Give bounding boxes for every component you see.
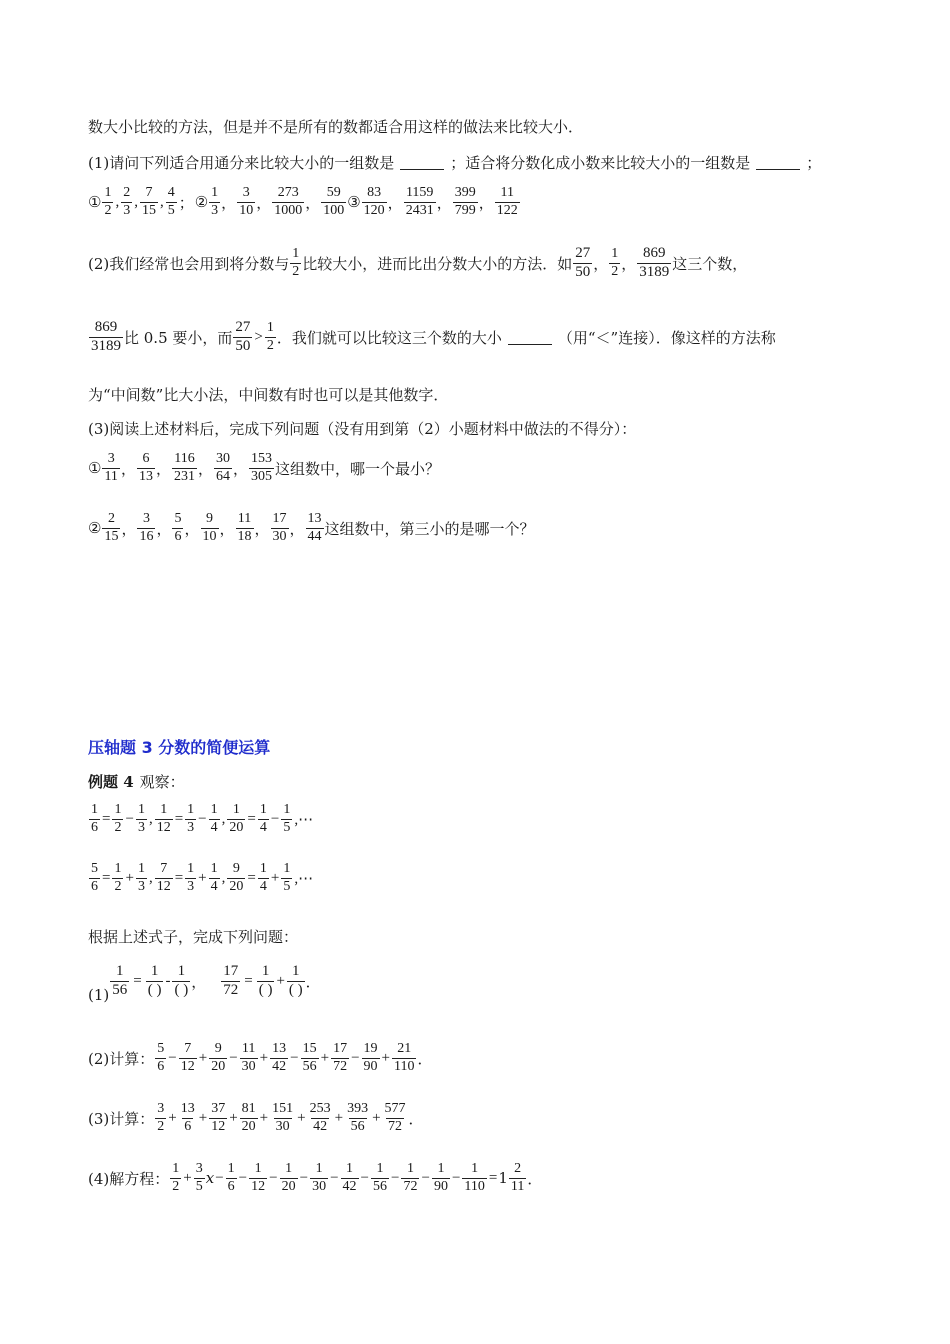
q1-label: (1)请问下列适合用通分来比较大小的一组数是 [88,154,395,172]
minus: − [451,1169,461,1186]
blank-fraction-2[interactable]: $\frac{1}{( )}$ [174,962,189,998]
operator: − [168,1049,177,1066]
sep: ， [197,459,213,478]
minus: − [421,1169,430,1186]
fraction-1-12: $\frac{1}{12}$ [156,802,171,835]
plus: + [229,1109,238,1126]
plus: + [297,1109,306,1126]
blank-fraction-3[interactable]: $\frac{1}{( )}$ [258,962,273,998]
fraction-3-5: $\frac{3}{5}$ [195,1161,203,1194]
sq4-label: (4)解方程： [88,1169,170,1188]
minus: − [238,1169,248,1186]
operator: + [198,1049,208,1066]
q2-text-e: ．我们就可以比较这三个数的大小 [276,328,502,347]
fraction-9-20: $\frac{9}{20}$ [211,1041,226,1074]
fraction-151-30: $\frac{151}{30}$ [272,1101,294,1134]
fraction-19-90: $\frac{19}{90}$ [363,1041,378,1074]
group-2-mark: ② [194,193,209,212]
sep: ， [436,193,452,212]
operator: − [229,1049,238,1066]
fraction-869-3189-b: $\frac{869}{3189}$ [91,319,121,354]
fraction-1-3: $\frac{1}{3}$ [187,861,195,894]
fraction-7-12: $\frac{7}{12}$ [180,1041,195,1074]
sep: ， [156,519,172,538]
fraction-11-122: $\frac{11}{122}$ [496,185,518,218]
mixed-number [498,1162,527,1194]
fraction-1-4: $\frac{1}{4}$ [259,802,267,835]
fraction-81-20: $\frac{81}{20}$ [241,1101,256,1134]
intro-line [88,926,890,947]
sep: ， [478,193,494,212]
minus: − [125,810,134,827]
sep: ， [256,193,272,212]
fraction-7-15: $\frac{7}{15}$ [141,185,156,218]
fraction-17-72: $\frac{17}{72}$ [223,962,239,998]
sep: ,⋯ [294,870,314,887]
answer-blank-2[interactable] [756,155,800,170]
fraction-9-20: $\frac{9}{20}$ [229,861,244,894]
fraction-13-44: $\frac{13}{44}$ [307,511,322,544]
fraction-1-4: $\frac{1}{4}$ [259,861,267,894]
fraction-7-12: $\frac{7}{12}$ [156,861,171,894]
fraction-5-6: $\frac{5}{6}$ [157,1041,165,1074]
plus: + [183,1169,192,1186]
plus: + [334,1109,344,1126]
plus: + [270,869,280,886]
fraction-half: $\frac{1}{2}$ [292,246,300,279]
group-1-mark: ① [88,193,102,212]
fraction-2-15: $\frac{2}{15}$ [104,511,119,544]
fraction-1-20: $\frac{1}{20}$ [281,1161,296,1194]
fraction-1-5: $\frac{1}{5}$ [283,861,291,894]
sep: ， [221,193,237,212]
fraction-1-12: $\frac{1}{12}$ [251,1161,266,1194]
section-q3 [88,1102,890,1134]
answer-blank-3[interactable] [508,330,552,345]
fraction-15-56: $\frac{15}{56}$ [302,1041,317,1074]
fraction-1-3: $\frac{1}{3}$ [211,185,219,218]
fraction-11-18: $\frac{11}{18}$ [237,511,252,544]
plus: + [168,1109,177,1126]
minus: − [270,810,280,827]
fraction-11-30: $\frac{11}{30}$ [241,1041,256,1074]
fraction-1-2-b: $\frac{1}{2}$ [266,320,274,353]
sep: ， [232,459,248,478]
set-1-question: 这组数中，哪一个最小？ [275,459,441,478]
minus: − [391,1169,400,1186]
operator: + [259,1049,269,1066]
sep: ； [178,195,194,212]
fraction-3-10: $\frac{3}{10}$ [239,185,254,218]
minus: − [360,1169,369,1186]
fraction-3-11: $\frac{3}{11}$ [104,451,118,484]
equals: = [247,810,256,827]
fraction-59-100: $\frac{59}{100}$ [323,185,345,218]
plus: + [372,1109,381,1126]
example-text: 观察： [139,773,185,791]
plus: + [198,1109,208,1126]
fraction-21-110: $\frac{21}{110}$ [394,1041,415,1074]
fraction-27-50-b: $\frac{27}{50}$ [235,319,251,354]
sq3-label: (3)计算： [88,1109,155,1128]
sep: ， [387,193,403,212]
set-2-mark: ② [88,519,102,538]
sep: , [115,193,120,210]
fraction-399-799: $\frac{399}{799}$ [454,185,476,218]
fraction-9-10: $\frac{9}{10}$ [202,511,217,544]
sep: , [159,193,164,210]
fraction-1-42: $\frac{1}{42}$ [342,1161,357,1194]
fraction-1159-2431: $\frac{1159}{2431}$ [405,185,434,218]
example-label: 例题 4 [88,773,134,791]
equals: = [488,1169,498,1186]
minus: − [299,1169,309,1186]
fraction-1-3: $\frac{1}{3}$ [187,802,195,835]
sep: , [148,810,153,827]
q1-groups [88,186,890,218]
q1-mid: ；适合将分数化成小数来比较大小的一组数是 [450,154,751,172]
operator: − [290,1049,299,1066]
fraction-1-3: $\frac{1}{3}$ [137,861,145,894]
sep: ， [121,519,137,538]
sep: ， [120,459,136,478]
fraction-116-231: $\frac{116}{231}$ [173,451,195,484]
fraction-1-2: $\frac{1}{2}$ [114,802,122,835]
fraction-13-42: $\frac{13}{42}$ [272,1041,287,1074]
variable-x: x [205,1169,215,1188]
period: ． [408,1109,424,1128]
fraction-83-120: $\frac{83}{120}$ [363,185,385,218]
fraction-3-16: $\frac{3}{16}$ [139,511,154,544]
fraction-30-64: $\frac{30}{64}$ [215,451,230,484]
fraction-37-12: $\frac{37}{12}$ [211,1101,226,1134]
equals: = [102,810,111,827]
sep: ,⋯ [294,811,314,828]
q3-set-1 [88,452,890,484]
operator: + [320,1049,330,1066]
minus: − [215,1169,224,1186]
question-2-line-2 [88,320,890,355]
q2-text-g: 为“中间数”比大小法，中间数有时也可以是其他数字． [88,386,449,404]
question-2-line-3 [88,384,890,405]
equals: = [174,869,184,886]
fraction-1-4: $\frac{1}{4}$ [210,802,218,835]
question-2-line-1: (2)我们经常也会用到将分数与 $\frac{1}{2}$ 比较大小，进而比出分数大小的方法．如 $\frac{27}{50}$ ， $\frac{1}{2}$ ， $\frac{869}{3189}$ 这三个数， [88,245,748,280]
section-intro: 根据上述式子，完成下列问题： [88,928,299,946]
q3-label: (3)阅读上述材料后，完成下列问题（没有用到第（2）小题材料中做法的不得分）： [88,420,637,438]
q2-text-a: (2)我们经常也会用到将分数与 [88,254,290,273]
minus: − [198,810,207,827]
sep: , [221,810,226,827]
fraction-6-13: $\frac{6}{13}$ [138,451,153,484]
equals: = [102,869,111,886]
q2-text-d: 比 0.5 要小，而 [124,328,233,347]
minus: − [330,1169,339,1186]
fraction-3-2: $\frac{3}{2}$ [157,1101,165,1134]
fraction-1-2: $\frac{1}{2}$ [114,861,122,894]
fraction-1-6: $\frac{1}{6}$ [91,802,98,835]
blank-fraction-1[interactable]: $\frac{1}{( )}$ [147,962,162,998]
fraction-869-3189: $\frac{869}{3189}$ [639,245,670,280]
mixed-whole: 1 [498,1169,508,1188]
fraction-1-20: $\frac{1}{20}$ [229,802,244,835]
q2-text-b: 比较大小，进而比出分数大小的方法．如 [302,254,573,273]
fraction-1-3: $\frac{1}{3}$ [137,802,145,835]
group-3-mark: ③ [347,193,361,212]
observation-row-1 [88,803,890,835]
fraction-1-2: $\frac{1}{2}$ [172,1161,180,1194]
answer-blank-1[interactable] [400,155,444,170]
fraction-153-305: $\frac{153}{305}$ [251,451,272,484]
plus: + [198,869,207,886]
q2-text-f: （用“＜”连接）．像这样的方法称 [557,328,776,347]
sq1-label: (1) [88,986,110,1004]
q1-end: ； [806,154,822,172]
intro-text: 数大小比较的方法，但是并不是所有的数都适合用这样的做法来比较大小． [88,118,584,136]
fraction-1-2: $\frac{1}{2}$ [104,185,112,218]
plus: + [259,1109,269,1126]
section-q1: (1) $\frac{1}{56}$ = $\frac{1}{( )}$ - $\frac{1}{( )}$ ， $\frac{17}{72}$ = $\frac{1}{( )}$ + $\frac{1}{( )}$ ． [88,962,321,1004]
fraction-1-4: $\frac{1}{4}$ [210,861,218,894]
sq2-label: (2)计算： [88,1049,155,1068]
blank-fraction-4[interactable]: $\frac{1}{( )}$ [288,962,303,998]
sep: , [148,869,153,886]
section-q4 [88,1162,890,1194]
sep: , [221,869,226,886]
paragraph-intro [88,116,890,137]
fraction-1-56: $\frac{1}{56}$ [373,1161,387,1194]
period: ． [527,1169,543,1188]
set-1-mark: ① [88,459,102,478]
set-2-question: 这组数中，第三小的是哪一个？ [324,519,535,538]
fraction-1-2: $\frac{1}{2}$ [611,246,619,279]
fraction-2-3: $\frac{2}{3}$ [123,185,131,218]
sep: ， [219,519,235,538]
sep: ， [289,519,305,538]
minus: − [269,1169,278,1186]
question-3 [88,418,890,439]
sep: ， [155,459,171,478]
fraction-1-72: $\frac{1}{72}$ [403,1161,418,1194]
greater-than: > [254,328,263,345]
fraction-1-56: $\frac{1}{56}$ [112,962,128,998]
example-label-line [88,771,890,792]
equals: = [174,810,184,827]
fraction-2-11: $\frac{2}{11}$ [510,1161,525,1194]
section-title [88,735,890,758]
period: ． [417,1049,433,1068]
sep: , [134,193,138,210]
section-q2 [88,1042,890,1074]
fraction-253-42: $\frac{253}{42}$ [309,1101,331,1134]
fraction-1-5: $\frac{1}{5}$ [283,802,291,835]
q3-set-2 [88,512,890,544]
fraction-17-30: $\frac{17}{30}$ [272,511,287,544]
fraction-4-5: $\frac{4}{5}$ [167,185,175,218]
equals: = [247,869,256,886]
fraction-17-72: $\frac{17}{72}$ [333,1041,348,1074]
observation-row-2 [88,862,890,894]
fraction-1-6: $\frac{1}{6}$ [227,1161,235,1194]
fraction-1-90: $\frac{1}{90}$ [433,1161,448,1194]
fraction-1-30: $\frac{1}{30}$ [312,1161,327,1194]
fraction-273-1000: $\frac{273}{1000}$ [274,185,303,218]
plus: + [125,869,134,886]
sep: ， [184,519,200,538]
sep: ， [254,519,270,538]
fraction-393-56: $\frac{393}{56}$ [347,1101,369,1134]
section-heading: 压轴题 3 分数的简便运算 [88,738,271,757]
operator: + [381,1049,390,1066]
fraction-1-110: $\frac{1}{110}$ [464,1161,485,1194]
fraction-27-50: $\frac{27}{50}$ [575,245,591,280]
fraction-5-6: $\frac{5}{6}$ [91,861,98,894]
fraction-13-6: $\frac{13}{6}$ [180,1101,195,1134]
operator: − [351,1049,360,1066]
question-1 [88,152,890,173]
q2-text-c: 这三个数， [672,254,748,273]
sep: ， [305,193,321,212]
fraction-577-72: $\frac{577}{72}$ [384,1101,406,1134]
fraction-5-6: $\frac{5}{6}$ [174,511,182,544]
